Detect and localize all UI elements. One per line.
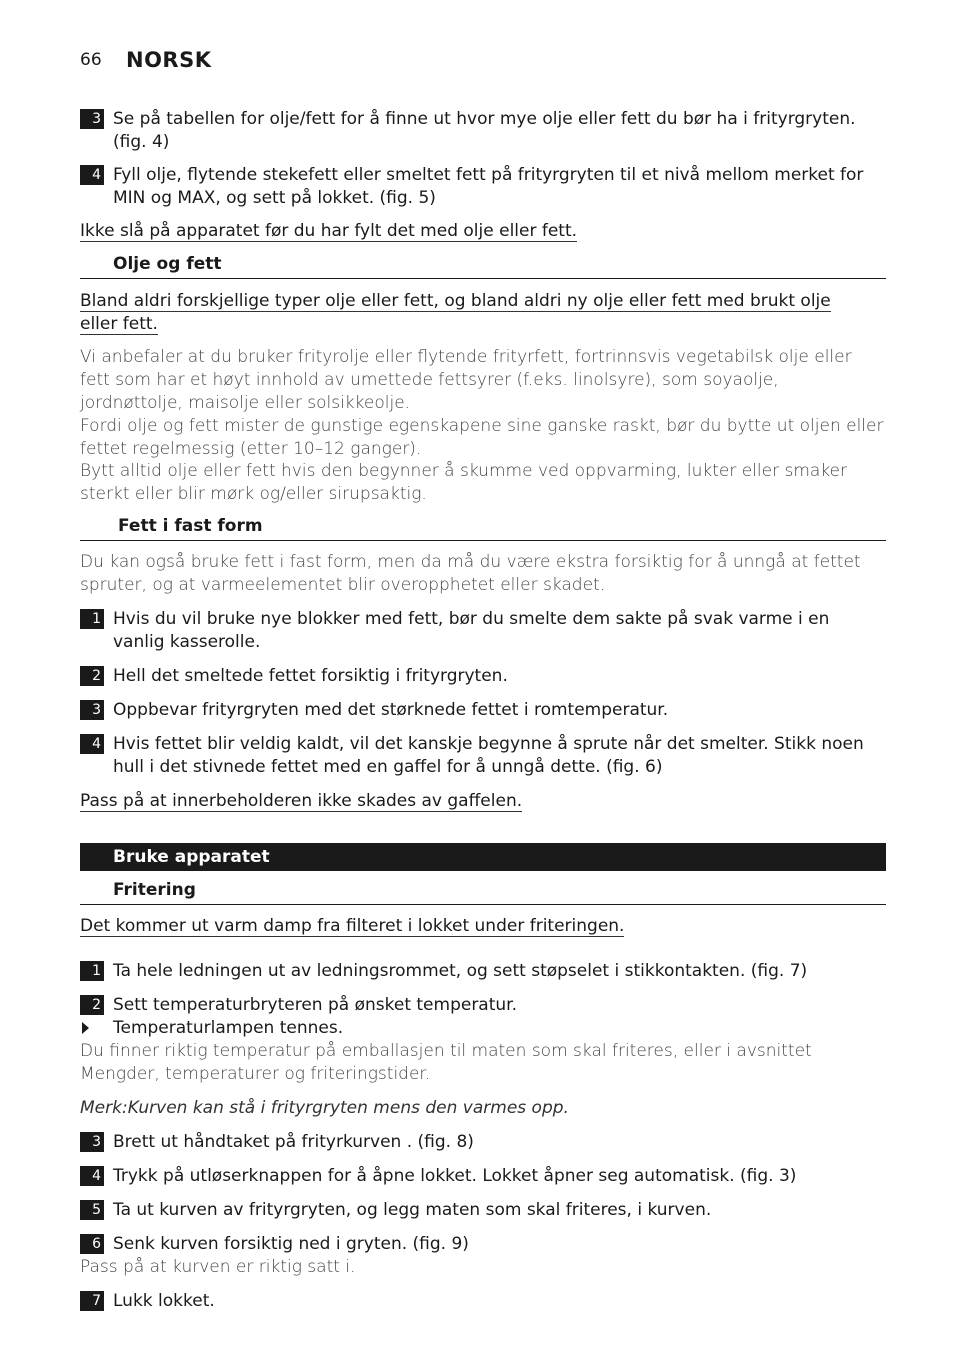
basket-placement-note: Pass på at kurven er riktig satt i. (80, 1257, 356, 1277)
result-bullet: Temperaturlampen tennes. (80, 1017, 886, 1040)
step-text: Ta hele ledningen ut av ledningsrommet, og sett støpselet i stikkontakten. (fig. 7) (113, 961, 808, 981)
use-step-6 (80, 1233, 886, 1256)
step-text: Hell det smeltede fettet forsiktig i frityrgryten. (113, 666, 508, 686)
section-heading-oil: Olje og fett (80, 253, 886, 279)
section-heading-solid-fat: Fett i fast form (80, 515, 886, 541)
warning-fill-first: Ikke slå på apparatet før du har fylt det med olje eller fett. (80, 221, 578, 241)
step-3-oil-table (80, 108, 886, 154)
solid-fat-intro: Du kan også bruke fett i fast form, men da må du være ekstra forsiktig for å unngå at fettet spruter, og at varmeelementet blir overopphetet eller skadet. (80, 552, 861, 595)
section-heading-use: Bruke apparatet (80, 843, 886, 871)
solid-step-3 (80, 699, 886, 722)
step-number: 4 (80, 734, 104, 754)
step-text: Ta ut kurven av frityrgryten, og legg maten som skal friteres, i kurven. (113, 1200, 712, 1220)
step-text: Hvis fettet blir veldig kaldt, vil det kanskje begynne å sprute når det smelter. Stikk noen hull i det stivnede fettet med en gaffel for å unngå dette. (fig. 6) (113, 734, 864, 777)
step-number: 5 (80, 1200, 104, 1220)
step-text: Trykk på utløserknappen for å åpne lokket. Lokket åpner seg automatisk. (fig. 3) (113, 1166, 797, 1186)
step-text: Hvis du vil bruke nye blokker med fett, bør du smelte dem sakte på svak varme i en vanlig kasserolle. (113, 609, 830, 652)
temperature-info: Du finner riktig temperatur på emballasjen til maten som skal friteres, eller i avsnittet Mengder, temperaturer og friteringstider. (80, 1041, 812, 1084)
step-number: 4 (80, 165, 104, 185)
warning-fork: Pass på at innerbeholderen ikke skades av gaffelen. (80, 791, 523, 811)
use-step-4 (80, 1165, 886, 1188)
step-4-fill-oil (80, 164, 886, 210)
step-number: 3 (80, 1132, 104, 1152)
step-number: 6 (80, 1234, 104, 1254)
step-number: 1 (80, 961, 104, 981)
use-step-5 (80, 1199, 886, 1222)
note-basket: Merk:Kurven kan stå i frityrgryten mens den varmes opp. (80, 1098, 569, 1118)
step-text: Oppbevar frityrgryten med det størknede fettet i romtemperatur. (113, 700, 669, 720)
step-text: Se på tabellen for olje/fett for å finne ut hvor mye olje eller fett du bør ha i frityrgryten. (fig. 4) (113, 109, 856, 152)
step-number: 3 (80, 700, 104, 720)
subheading-frying: Fritering (80, 879, 886, 905)
step-number: 4 (80, 1166, 104, 1186)
step-text: Fyll olje, flytende stekefett eller smeltet fett på frityrgryten til et nivå mellom merket for MIN og MAX, og sett på lokket. (fig. 5) (113, 165, 864, 208)
oil-recommendation-text: Vi anbefaler at du bruker frityrolje eller flytende frityrfett, fortrinnsvis vegetabilsk olje eller fett som har et høyt innhold av umettede fettsyrer (f.eks. linolsyre), som soyaolje, jordnøttolje, maisolje eller solsikkeolje. (80, 347, 852, 413)
step-number: 1 (80, 609, 104, 629)
step-number: 7 (80, 1291, 104, 1311)
step-text: Sett temperaturbryteren på ønsket temperatur. (113, 995, 517, 1015)
solid-step-4 (80, 733, 886, 779)
solid-step-2 (80, 665, 886, 688)
step-number: 2 (80, 666, 104, 686)
warning-steam: Det kommer ut varm damp fra filteret i lokket under friteringen. (80, 916, 625, 936)
step-number: 3 (80, 109, 104, 129)
oil-replace-text: Fordi olje og fett mister de gunstige egenskapene sine ganske raskt, bør du bytte ut oljen eller fettet regelmessig (etter 10–12 ganger). (80, 416, 884, 459)
use-step-2 (80, 994, 886, 1017)
step-text: Lukk lokket. (113, 1291, 215, 1311)
oil-change-always-text: Bytt alltid olje eller fett hvis den begynner å skumme ved oppvarming, lukter eller smaker sterkt eller blir mørk og/eller sirupsaktig. (80, 461, 848, 504)
use-step-1 (80, 960, 886, 983)
page-number: 66 (80, 50, 102, 70)
step-text: Senk kurven forsiktig ned i gryten. (fig. 9) (113, 1234, 469, 1254)
use-step-7 (80, 1290, 886, 1313)
warning-mixing-oil: Bland aldri forskjellige typer olje eller fett, og bland aldri ny olje eller fett med brukt olje eller fett. (80, 291, 831, 334)
step-text: Brett ut håndtaket på frityrkurven . (fig. 8) (113, 1132, 474, 1152)
language-heading: NORSK (126, 48, 212, 72)
solid-step-1 (80, 608, 886, 654)
step-number: 2 (80, 995, 104, 1015)
triangle-bullet-icon (82, 1022, 89, 1034)
use-step-3 (80, 1131, 886, 1154)
